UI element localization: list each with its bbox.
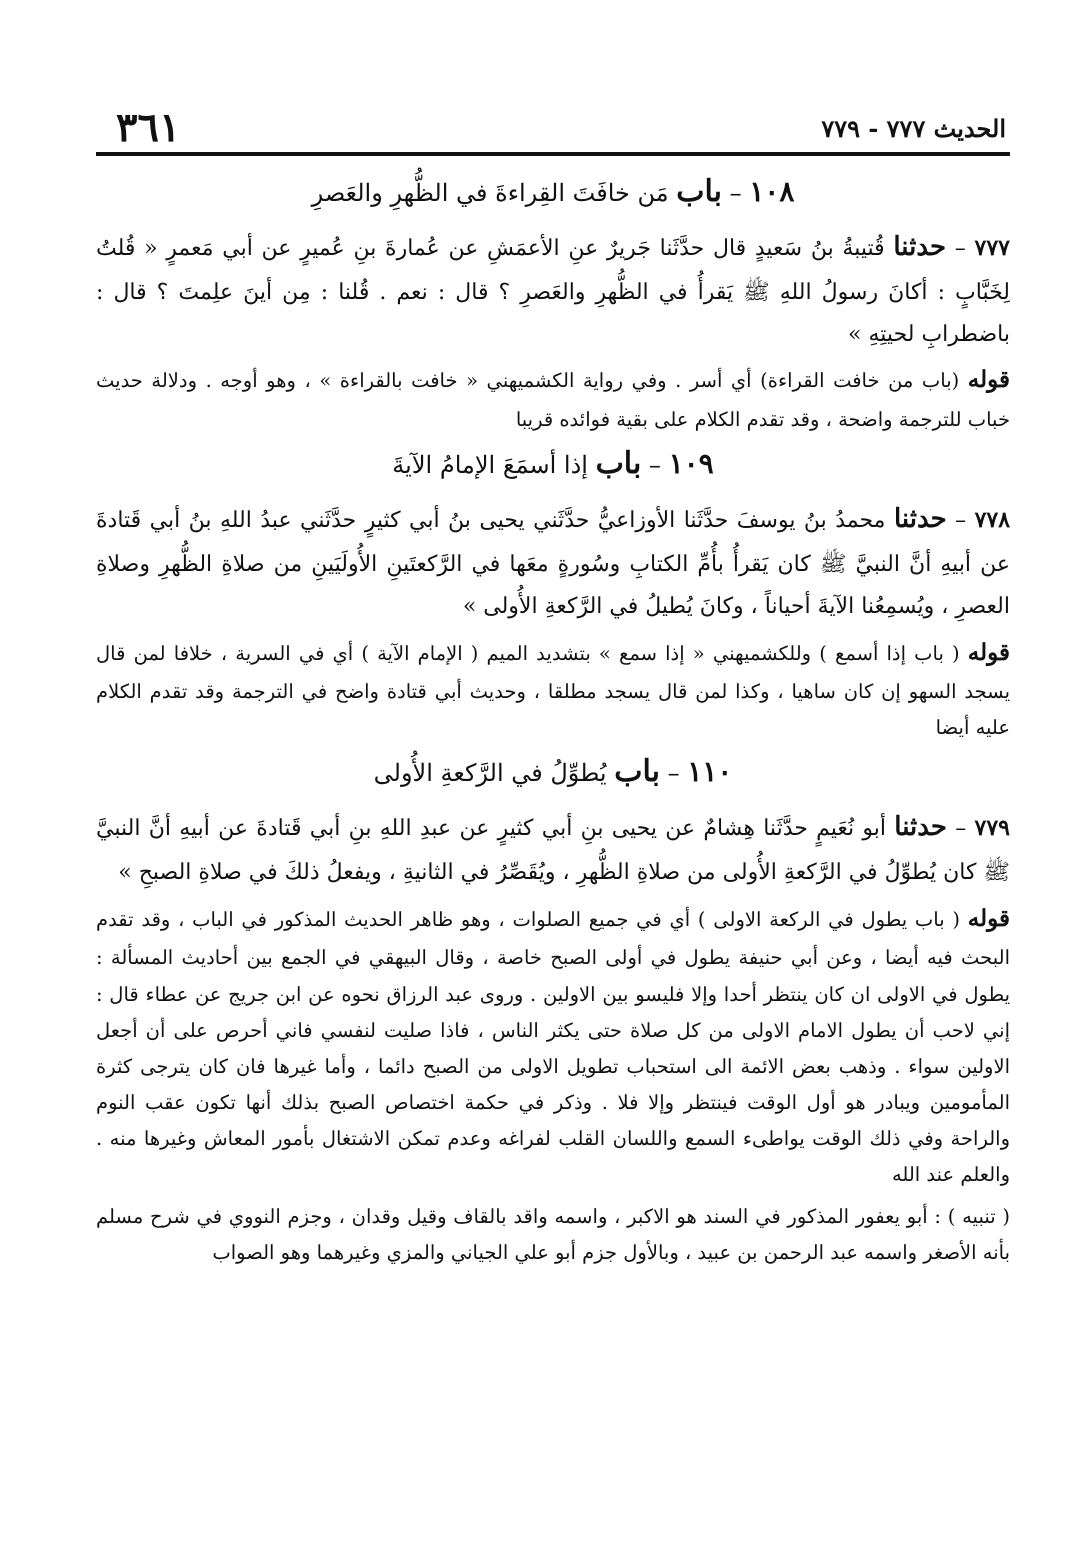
running-header (96, 96, 1006, 154)
chapter-dash: – (641, 451, 661, 480)
hadith-number: ٧٧٧ (974, 234, 1010, 261)
hadith-range: الحديث ٧٧٧ - ٧٧٩ (821, 114, 1006, 143)
qawluhu-mark: قوله (967, 904, 1010, 932)
chapter-title: إذا أسمَعَ الإمامُ الآيةَ (392, 451, 588, 480)
hadith-text: أبو نُعَيمٍ حدَّثَنا هِشامٌ عن يحيى بنِ أبي كثيرٍ عن عبدِ اللهِ بنِ أبي قَتادةَ عن أبيهِ أنَّ النبيَّ ﷺ كان يُطوِّلُ في الرَّكعةِ الأُولى من صلاةِ الظُّهرِ ، ويُقَصِّرُ في الثانيةِ ، ويفعلُ ذلكَ في صلاةِ الصبحِ » (96, 815, 1010, 886)
haddathana-mark: حدثنا (893, 231, 947, 262)
header-rule (96, 152, 1010, 156)
haddathana-mark: حدثنا (893, 503, 947, 534)
chapter-bab: باب (676, 174, 722, 209)
hadith-text: محمدُ بنُ يوسفَ حدَّثَنا الأوزاعيُّ حدَّثَني يحيى بنُ أبي كثيرٍ حدَّثَني عبدُ اللهِ بنُ أبي قَتادةَ عن أبيهِ أنَّ النبيَّ ﷺ كان يَقرأُ بأُمِّ الكتابِ وسُورةٍ معَها في الرَّكعتَينِ الأُولَيَينِ من صلاةِ الظُّهرِ وصلاةِ العصرِ ، ويُسمِعُنا الآيةَ أحياناً ، وكانَ يُطيلُ في الرَّكعةِ الأُولى » (96, 507, 1010, 619)
page-content (96, 166, 1010, 1441)
qawluhu-mark: قوله (967, 366, 1011, 394)
chapter-title: مَن خافَتَ القِراءةَ في الظُّهرِ والعَصرِ (311, 179, 669, 207)
hadith-dash: – (946, 235, 966, 261)
chapter-title: يُطوِّلُ في الرَّكعةِ الأُولى (373, 759, 607, 788)
hadith-text: قُتيبةُ بنُ سَعيدٍ قال حدَّثَنا جَريرٌ عنِ الأعمَشِ عن عُمارةَ بنِ عُميرٍ عن أبي مَعمرٍ « قُلتُ لِخَبَّابٍ : أكانَ رسولُ اللهِ ﷺ يَقرأُ في الظُّهرِ والعَصرِ ؟ قال : نعم . قُلنا : مِن أينَ علِمتَ ؟ قال : باضطرابِ لحيتِهِ » (96, 235, 1010, 347)
chapter-heading-108 (96, 172, 1010, 213)
tanbih-note: ( تنبيه ) : أبو يعفور المذكور في السند هو الاكبر ، واسمه واقد بالقاف وقيل وقدان ، وجزم النووي في شرح مسلم بأنه الأصغر واسمه عبد الرحمن بن عبيد ، وبالأول جزم أبو علي الجياني والمزي وغيرهما وهو الصواب (96, 1204, 1010, 1264)
hadith-dash: – (947, 815, 967, 841)
hadith-number: ٧٧٩ (974, 814, 1010, 841)
commentary-108 (96, 359, 1010, 438)
chapter-number: ١١٠ (687, 755, 733, 789)
chapter-number: ١٠٨ (749, 175, 795, 208)
chapter-heading-109 (96, 444, 1010, 485)
hadith-dash: – (946, 507, 967, 533)
hadith-777 (96, 223, 1010, 356)
commentary-110 (96, 898, 1010, 1193)
commentary-109 (96, 632, 1010, 747)
chapter-bab: باب (595, 446, 642, 482)
page-number: ٣٦١ (116, 104, 181, 151)
commentary-text: (باب من خافت القراءة) أي أسر . وفي رواية الكشميهني « خافت بالقراءة » ، وهو أوجه . ودلالة حديث خباب للترجمة واضحة ، وقد تقدم الكلام على بقية فوائده قريبا (96, 369, 1010, 432)
chapter-dash: – (721, 179, 742, 207)
hadith-778 (96, 495, 1010, 628)
chapter-dash: – (659, 759, 680, 788)
hadith-779 (96, 803, 1010, 894)
commentary-text: ( باب يطول في الركعة الاولى ) أي في جميع الصلوات ، وهو ظاهر الحديث المذكور في الباب ، وقد تقدم البحث فيه أيضا ، وعن أبي حنيفة يطول في أولى الصبح خاصة ، وقال البيهقي في الجمع بين أحاديث المسألة : يطول في الاولى ان كان ينتظر أحدا وإلا فليسو بين الاولين . وروى عبد الرزاق نحوه عن ابن جريج عن عطاء قال : إني لاحب أن يطول الامام الاولى من كل صلاة حتى يكثر الناس ، فاذا صليت لنفسي فاني أحرص على أن أجعل الاولين سواء . وذهب بعض الائمة الى استحباب تطويل الاولى من الصبح دائما ، وأما غيرها فان كان يترجى كثرة المأمومين ويبادر هو أول الوقت فينتظر وإلا فلا . وذكر في حكمة اختصاص الصبح بذلك أنها تكون عقب النوم والراحة وفي ذلك الوقت يواطىء السمع واللسان القلب لفراغه وعدم تمكن الاشتغال بأمور المعاش وغيرها منه . والعلم عند الله (96, 907, 1010, 1186)
chapter-heading-110 (96, 752, 1010, 793)
hadith-number: ٧٧٨ (974, 506, 1011, 533)
qawluhu-mark: قوله (967, 638, 1010, 666)
chapter-bab: باب (614, 754, 660, 790)
haddathana-mark: حدثنا (894, 811, 947, 842)
commentary-text: ( باب إذا أسمع ) وللكشميهني « إذا سمع » بتشديد الميم ( الإمام الآية ) أي في السرية ، خلافا لمن قال يسجد السهو إن كان ساهيا ، وكذا لمن قال يسجد مطلقا ، وحديث أبي قتادة واضح في الترجمة وقد تقدم الكلام عليه أيضا (96, 641, 1010, 740)
chapter-number: ١٠٩ (668, 447, 714, 481)
